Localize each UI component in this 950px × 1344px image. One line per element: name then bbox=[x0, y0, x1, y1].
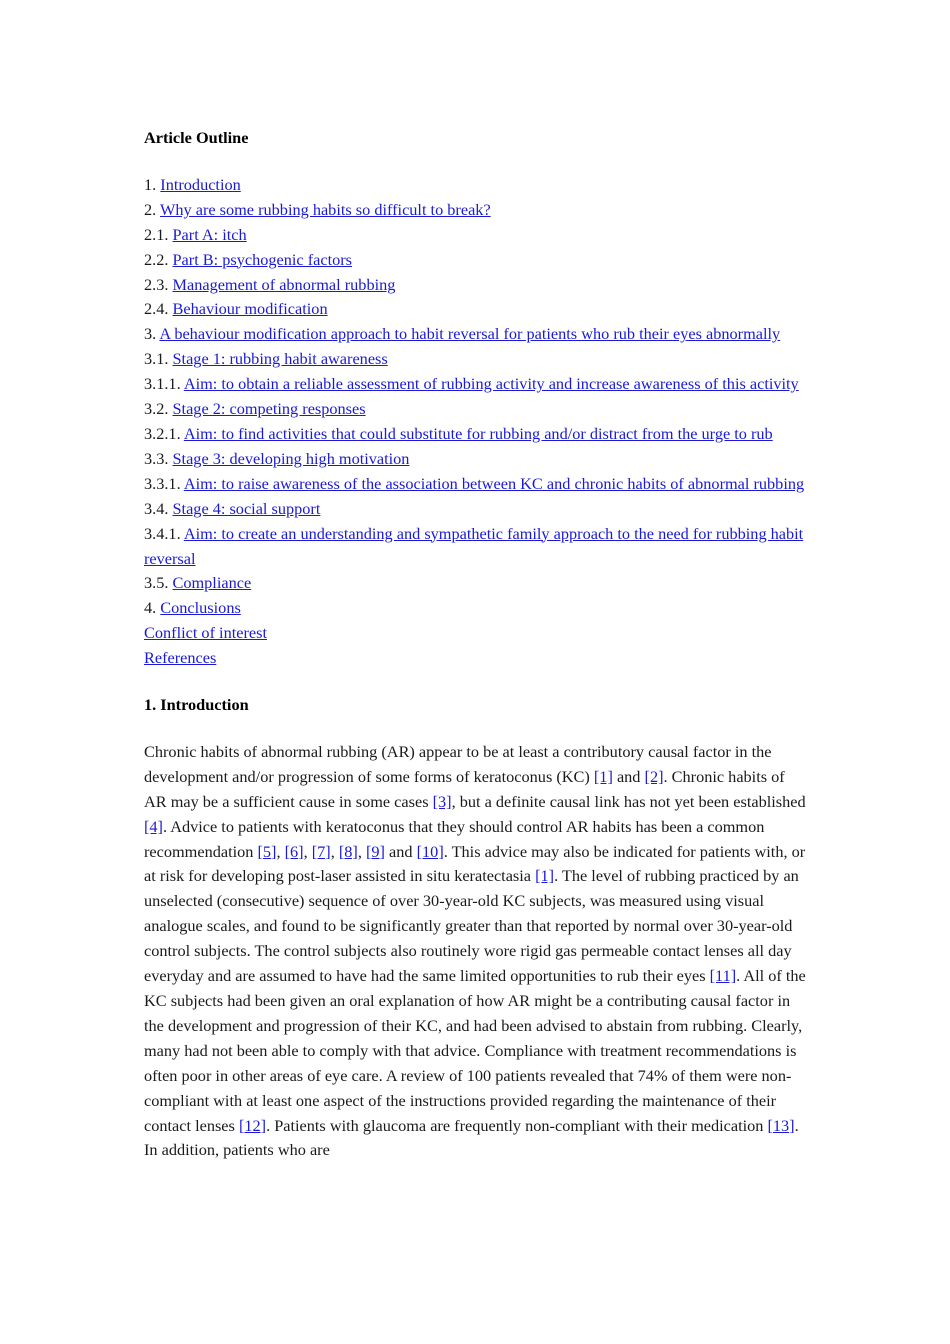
outline-item bbox=[144, 273, 809, 298]
outline-number: 2.4. bbox=[144, 299, 173, 319]
outline-link[interactable]: Behaviour modification bbox=[172, 299, 328, 319]
paragraph-text: . Patients with glaucoma are frequently non-compliant with their medication bbox=[266, 1115, 768, 1135]
outline-number: 2.2. bbox=[144, 249, 173, 269]
citation-link[interactable]: [2] bbox=[644, 766, 664, 786]
outline-number: 4. bbox=[144, 598, 161, 618]
outline-item bbox=[144, 322, 809, 347]
outline-link[interactable]: Part A: itch bbox=[172, 224, 247, 244]
outline-link[interactable]: Aim: to obtain a reliable assessment of rubbing activity and increase awareness of this activity bbox=[183, 374, 799, 394]
outline-link[interactable]: Conclusions bbox=[160, 598, 241, 618]
outline-title: Article Outline bbox=[144, 128, 249, 147]
outline-link[interactable]: Stage 3: developing high motivation bbox=[172, 448, 410, 468]
citation-link[interactable]: [1] bbox=[593, 766, 613, 786]
paragraph-text: , bbox=[276, 841, 285, 861]
citation-link[interactable]: [10] bbox=[416, 841, 444, 861]
citation-link[interactable]: [8] bbox=[338, 841, 358, 861]
outline-number: 3.1.1. bbox=[144, 374, 184, 394]
outline-link[interactable]: Management of abnormal rubbing bbox=[172, 274, 396, 294]
paragraph-text: . Chronic habits of AR may be a sufficient cause in some cases bbox=[144, 766, 785, 811]
outline-link[interactable]: Part B: psychogenic factors bbox=[172, 249, 352, 269]
paragraph-text: . Advice to patients with keratoconus that they should control AR habits has been a common recommendation bbox=[144, 816, 765, 861]
outline-item bbox=[144, 472, 809, 497]
outline-link[interactable]: Stage 4: social support bbox=[172, 498, 321, 518]
paragraph-text: , bbox=[357, 841, 366, 861]
outline-item bbox=[144, 571, 809, 596]
outline-number: 3.2. bbox=[144, 399, 173, 419]
citation-link[interactable]: [3] bbox=[432, 791, 452, 811]
outline-number: 3. bbox=[144, 324, 160, 344]
outline-link[interactable]: A behaviour modification approach to habit reversal for patients who rub their eyes abnormally bbox=[159, 324, 781, 344]
outline-link[interactable]: Stage 1: rubbing habit awareness bbox=[172, 349, 388, 369]
citation-link[interactable]: [12] bbox=[238, 1115, 267, 1135]
outline-number: 2.3. bbox=[144, 274, 173, 294]
citation-link[interactable]: [11] bbox=[709, 966, 737, 986]
outline-number: 3.3.1. bbox=[144, 473, 184, 493]
outline-item bbox=[144, 223, 809, 248]
paragraph-text: . All of the KC subjects had been given an oral explanation of how AR might be a contributing causal factor in the development and progression of their KC, and had been advised to abstain from rubbing. Clearly, many had not been able to comply with that advice. Compliance with treatment recommendations is often poor in other areas of eye care. A review of 100 patients revealed that 74% of them were non-compliant with at least one aspect of the instructions provided regarding the maintenance of their contact lenses bbox=[144, 966, 806, 1135]
outline-link[interactable]: References bbox=[144, 648, 217, 668]
outline-item bbox=[144, 522, 809, 572]
outline-link[interactable]: Introduction bbox=[160, 174, 241, 194]
outline-number: 3.2.1. bbox=[144, 423, 184, 443]
citation-link[interactable]: [6] bbox=[284, 841, 304, 861]
citation-link[interactable]: [4] bbox=[144, 816, 163, 836]
outline-number: 3.4.1. bbox=[144, 523, 184, 543]
paragraph-text: and bbox=[384, 841, 417, 861]
outline-number: 3.5. bbox=[144, 573, 173, 593]
outline-item bbox=[144, 497, 809, 522]
outline-number: 3.4. bbox=[144, 498, 173, 518]
citation-link[interactable]: [9] bbox=[365, 841, 385, 861]
outline-item bbox=[144, 297, 809, 322]
paragraph-text: Chronic habits of abnormal rubbing (AR) appear to be at least a contributory causal factor in the development and/or progression of some forms of keratoconus (KC) bbox=[144, 741, 772, 786]
outline-item bbox=[144, 447, 809, 472]
outline-link[interactable]: Aim: to raise awareness of the association between KC and chronic habits of abnormal rubbing bbox=[183, 473, 805, 493]
outline-number: 2. bbox=[144, 199, 160, 219]
citation-link[interactable]: [7] bbox=[311, 841, 331, 861]
outline-item bbox=[144, 397, 809, 422]
paragraph-text: . In addition, patients who are bbox=[144, 1115, 799, 1160]
outline-item bbox=[144, 646, 809, 671]
outline-item bbox=[144, 198, 809, 223]
outline-item bbox=[144, 596, 809, 621]
outline-link[interactable]: Aim: to find activities that could substitute for rubbing and/or distract from the urge to rub bbox=[183, 423, 773, 443]
introduction-paragraph bbox=[144, 740, 809, 1163]
outline-item bbox=[144, 422, 809, 447]
article-outline bbox=[144, 173, 809, 671]
outline-number: 3.1. bbox=[144, 349, 173, 369]
citation-link[interactable]: [13] bbox=[767, 1115, 795, 1135]
section-heading-introduction: 1. Introduction bbox=[144, 695, 249, 715]
outline-item bbox=[144, 372, 809, 397]
outline-link[interactable]: Conflict of interest bbox=[144, 623, 267, 643]
paragraph-text: . The level of rubbing practiced by an unselected (consecutive) sequence of over 30-year-old KC subjects, was measured using visual analogue scales, and found to be significantly greater than that reported by normal over 30-year-old control subjects. The control subjects also routinely wore rigid gas permeable contact lenses all day everyday and are assumed to have had the same limited opportunities to rub their eyes bbox=[144, 866, 799, 986]
citation-link[interactable]: [1] bbox=[535, 866, 555, 886]
outline-number: 1. bbox=[144, 174, 161, 194]
outline-item bbox=[144, 621, 809, 646]
paragraph-text: . This advice may also be indicated for patients with, or at risk for developing post-laser assisted in situ keratectasia bbox=[144, 841, 806, 886]
paragraph-text: , bbox=[303, 841, 312, 861]
outline-link[interactable]: Aim: to create an understanding and sympathetic family approach to the need for rubbing habit reversal bbox=[144, 523, 804, 568]
outline-item bbox=[144, 248, 809, 273]
paragraph-text: and bbox=[612, 766, 645, 786]
outline-number: 2.1. bbox=[144, 224, 173, 244]
outline-number: 3.3. bbox=[144, 448, 173, 468]
outline-link[interactable]: Stage 2: competing responses bbox=[172, 399, 366, 419]
paragraph-text: , bbox=[330, 841, 339, 861]
outline-link[interactable]: Compliance bbox=[172, 573, 252, 593]
article bbox=[144, 126, 809, 1163]
outline-link[interactable]: Why are some rubbing habits so difficult to break? bbox=[160, 199, 491, 219]
outline-item bbox=[144, 347, 809, 372]
citation-link[interactable]: [5] bbox=[257, 841, 277, 861]
outline-item bbox=[144, 173, 809, 198]
paragraph-text: , but a definite causal link has not yet been established bbox=[451, 791, 806, 811]
